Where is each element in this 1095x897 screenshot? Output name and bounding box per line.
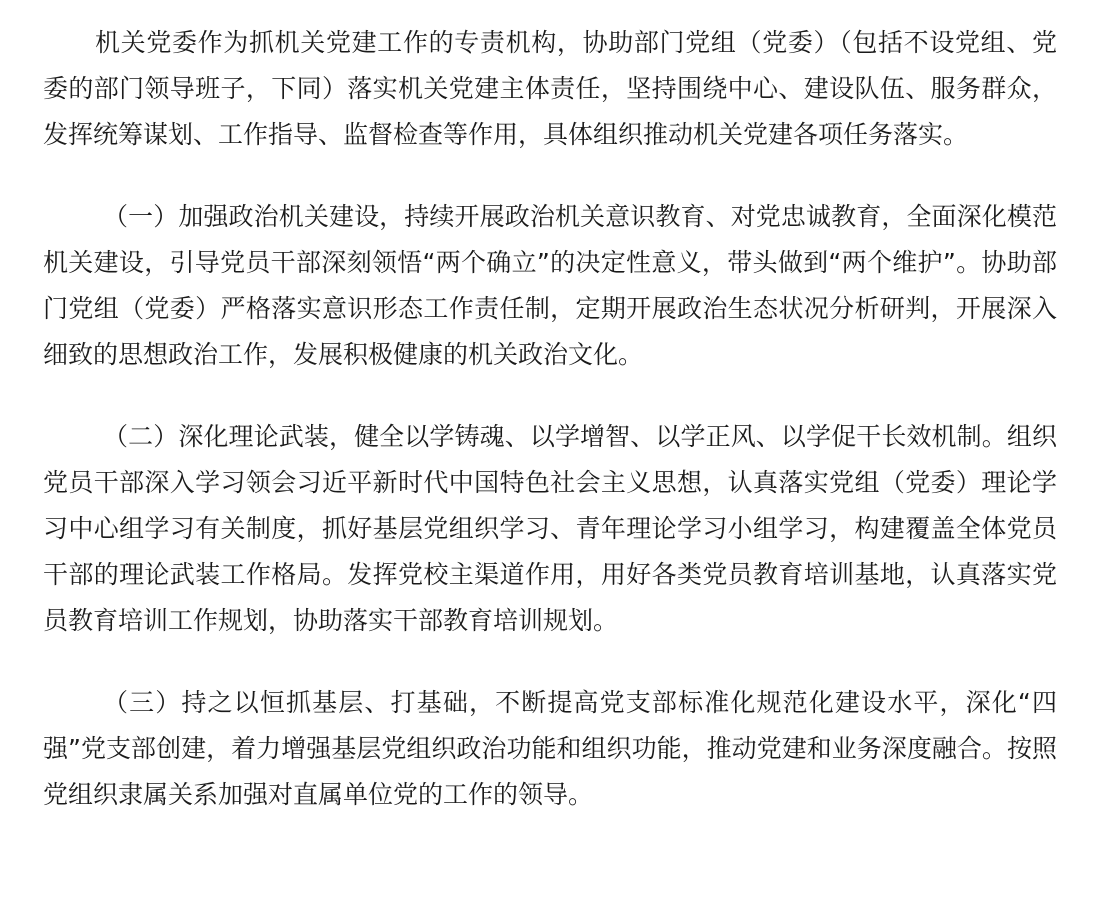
section-two-paragraph: （二）深化理论武装，健全以学铸魂、以学增智、以学正风、以学促干长效机制。组织党员干部深入学习领会习近平新时代中国特色社会主义思想，认真落实党组（党委）理论学习中心组学习有关制度，抓好基层党组织学习、青年理论学习小组学习，构建覆盖全体党员干部的理论武装工作格局。发挥党校主渠道作用，用好各类党员教育培训基地，认真落实党员教育培训工作规划，协助落实干部教育培训规划。	[43, 422, 1057, 635]
article-body	[43, 20, 1057, 818]
intro-paragraph: 机关党委作为抓机关党建工作的专责机构，协助部门党组（党委）（包括不设党组、党委的部门领导班子，下同）落实机关党建主体责任，坚持围绕中心、建设队伍、服务群众，发挥统筹谋划、工作指导、监督检查等作用，具体组织推动机关党建各项任务落实。	[43, 28, 1057, 149]
section-three-paragraph: （三）持之以恒抓基层、打基础，不断提高党支部标准化规范化建设水平，深化“四强”党支部创建，着力增强基层党组织政治功能和组织功能，推动党建和业务深度融合。按照党组织隶属关系加强对直属单位党的工作的领导。	[43, 688, 1057, 809]
section-one-paragraph: （一）加强政治机关建设，持续开展政治机关意识教育、对党忠诚教育，全面深化模范机关建设，引导党员干部深刻领悟“两个确立”的决定性意义，带头做到“两个维护”。协助部门党组（党委）严格落实意识形态工作责任制，定期开展政治生态状况分析研判，开展深入细致的思想政治工作，发展积极健康的机关政治文化。	[43, 202, 1057, 369]
